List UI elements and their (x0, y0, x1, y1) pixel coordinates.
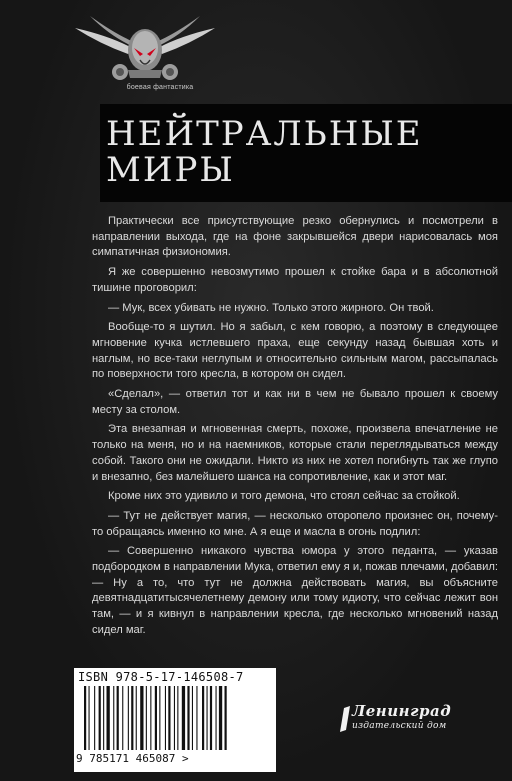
excerpt-paragraph: — Совершенно никакого чувства юмора у этого педанта, — указав подбородком в направлении Мука, ответил ему я и, пожав плечами, добавил: — Ну а то, что тут не должна действовать магия, вы объясните девятнадцатитысячелетнему демону или тому идиоту, что сейчас лежит вон там, — и я кивнул в направлении кресла, где несколько мгновений назад сидел маг. (92, 545, 498, 636)
excerpt-paragraph: Практически все присутствующие резко обернулись и посмотрели в направлении выхода, где на фоне закрывшейся двери нарисовалась моя симпатичная физиономия. (92, 215, 498, 259)
publisher-name: Ленинград (352, 702, 452, 720)
barcode-bar (84, 686, 86, 750)
excerpt-paragraph: — Тут не действует магия, — несколько оторопело произнес он, почему-то обращаясь именно ко мне. А я еще и масла в огонь подлил: (92, 509, 498, 538)
excerpt-paragraph: Кроме них это удивило и того демона, что стоял сейчас за стойкой. (108, 490, 460, 503)
excerpt-paragraph: — Мук, всех убивать не нужно. Только этого жирного. Он твой. (108, 301, 434, 314)
barcode-bar (99, 686, 101, 750)
publisher-subtitle: издательский дом (352, 721, 447, 731)
book-title-line-1: НЕЙТРАЛЬНЫЕ (106, 114, 423, 154)
excerpt-paragraph: «Сделал», — ответил тот и как ни в чем не бывало прошел к своему месту за столом. (92, 388, 498, 416)
barcode-bar (128, 686, 129, 750)
barcode-bar (177, 686, 178, 750)
barcode-bar (122, 686, 123, 750)
book-title-line-2: МИРЫ (106, 150, 235, 190)
barcode-bar (165, 686, 166, 750)
barcode-block (74, 668, 276, 772)
barcode-bar (89, 686, 90, 750)
barcode-bar (174, 686, 175, 750)
barcode-bar (225, 686, 227, 750)
barcode-bar (117, 686, 119, 750)
excerpt-paragraph: Вообще-то я шутил. Но я забыл, с кем говорю, а поэтому в следующее мгновение кучка истлевшего праха, еще секунду назад бывшая хоть и наглым, но все-таки неглупым и относительно сильным магом, рассыпалась по поверхности того кресла, в котором он сидел. (92, 321, 498, 381)
barcode-bar (140, 686, 143, 750)
barcode-bar (182, 686, 185, 750)
barcode-bar (196, 686, 197, 750)
barcode-bar (202, 686, 204, 750)
barcode-bar (136, 686, 137, 750)
barcode-bar (207, 686, 208, 750)
barcode-bar (216, 686, 217, 750)
barcode-bar (131, 686, 133, 750)
barcode-bar (159, 686, 160, 750)
book-title (106, 116, 423, 188)
barcode-bar (113, 686, 114, 750)
publisher-mark-icon (338, 704, 352, 734)
publisher-logo (338, 702, 488, 752)
barcode-bar (107, 686, 110, 750)
barcode-bar (155, 686, 157, 750)
barcode-bar (168, 686, 170, 750)
barcode-bar (192, 686, 193, 750)
barcode-bar (150, 686, 151, 750)
barcode-icon (78, 686, 272, 752)
excerpt-paragraph: Я же совершенно невозмутимо прошел к стойке бара и в абсолютной тишине проговорил: (92, 266, 498, 294)
excerpt-paragraph: Эта внезапная и мгновенная смерть, похоже, произвела впечатление не только на меня, но и на наемников, которые стали переглядываться между собой. Такого они не ожидали. Никто из них не хотел погибнуть так же глупо и внезапно, без малейшего шанса на сопротивление, как и этот маг. (92, 423, 498, 483)
barcode-bar (210, 686, 212, 750)
barcode-bar (94, 686, 95, 750)
isbn-text: ISBN 978-5-17-146508-7 (78, 670, 244, 684)
barcode-bar (219, 686, 222, 750)
barcode-bar (103, 686, 104, 750)
barcode-digits: 9 785171 465087 > (76, 752, 189, 765)
barcode-bar (187, 686, 189, 750)
excerpt-text (92, 214, 498, 643)
series-caption: боевая фантастика (126, 84, 194, 91)
barcode-bar (146, 686, 147, 750)
